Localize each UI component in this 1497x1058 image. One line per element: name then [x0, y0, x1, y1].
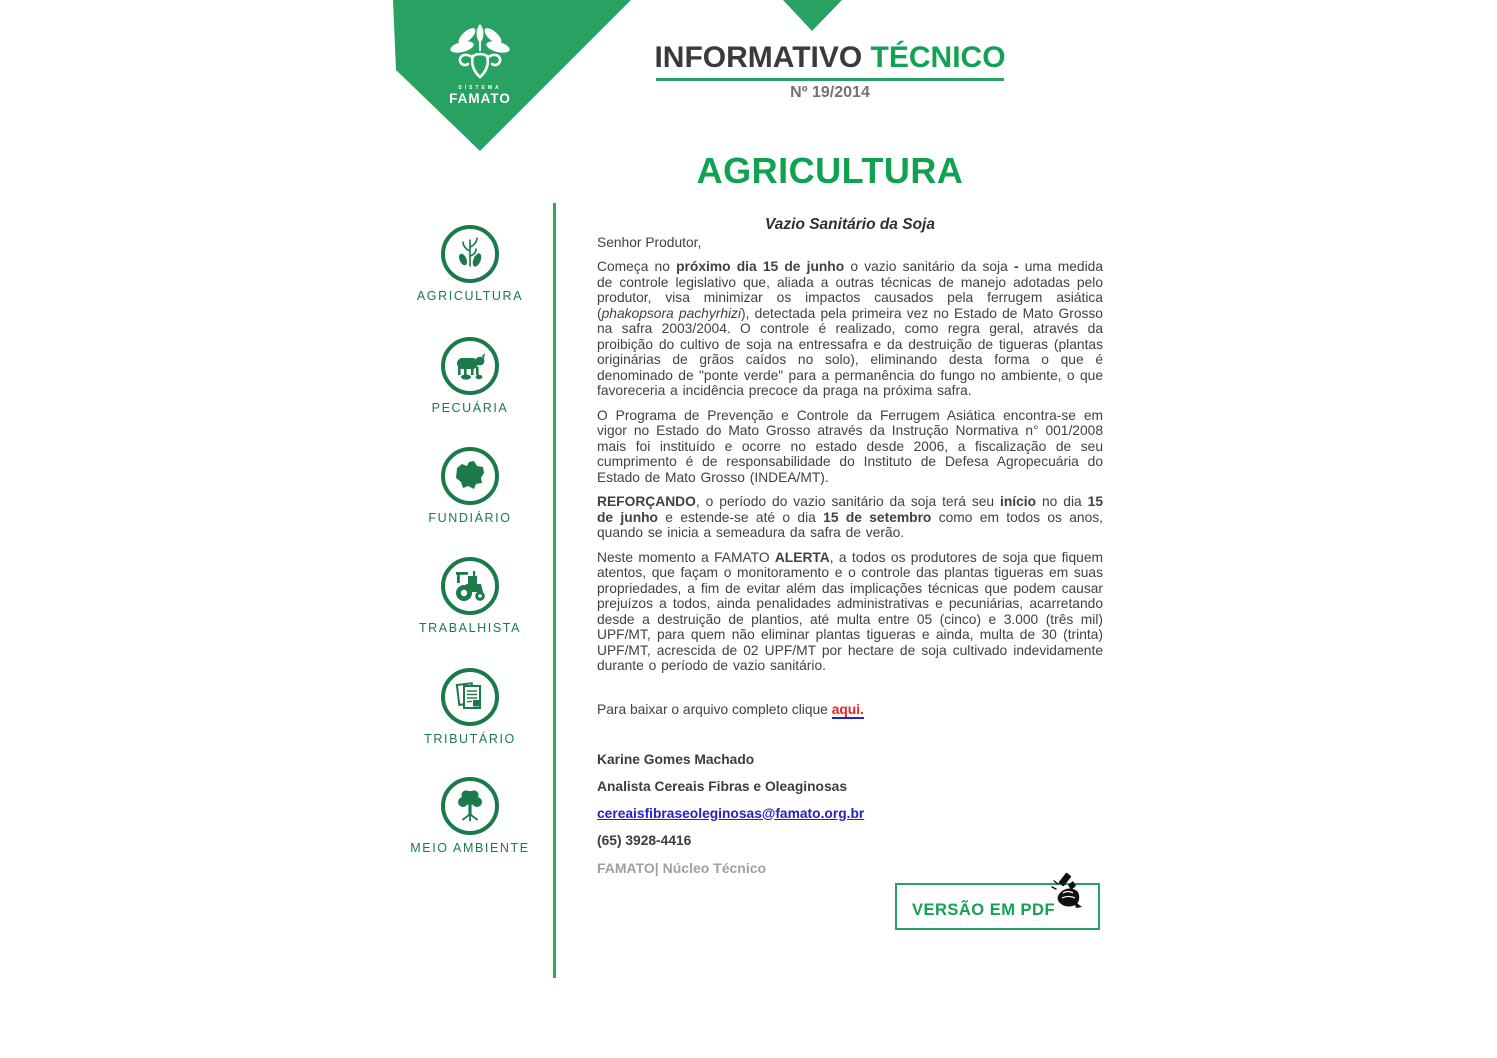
sidebar-label: PECUÁRIA — [431, 401, 509, 415]
writing-hand-icon — [1046, 871, 1090, 915]
paragraph-2: O Programa de Prevenção e Controle da Ferrugem Asiática encontra-se em vigor no Estado do Mato Grosso através da Instrução Normativa n° 001/2008 mais foi instituído e ocorre no estado desde 2006, a fiscalização de seu cumprimento é de responsabilidade do Instituto de Defesa Agropecuária do Estado de Mato Grosso (INDEA/MT). — [597, 407, 1103, 485]
sidebar-item-trabalhista[interactable] — [406, 557, 534, 635]
title-informativo: INFORMATIVO — [654, 41, 863, 74]
header-title-block — [615, 42, 1045, 102]
documents-icon — [441, 668, 499, 726]
sidebar-item-fundiario[interactable] — [406, 447, 534, 525]
title-underline — [656, 78, 1004, 81]
state-map-icon — [441, 447, 499, 505]
signature-email-link[interactable]: cereaisfibraseoleginosas@famato.org.br — [597, 805, 865, 821]
sidebar-item-tributario[interactable] — [406, 668, 534, 746]
article-subtitle: Vazio Sanitário da Soja — [765, 216, 935, 233]
tree-icon — [441, 777, 499, 835]
paragraph-3: REFORÇANDO, o período do vazio sanitário da soja terá seu início no dia 15 de junho e estende-se até o dia 15 de setembro como em todos os anos, quando se inicia a semeadura da safra de verão. — [597, 494, 1103, 540]
paragraph-4: Neste momento a FAMATO ALERTA, a todos os produtores de soja que fiquem atentos, que façam o monitoramento e o controle das plantas tigueras em suas propriedades, a fim de evitar além das implicações técnicas que podem causar prejuízos a todos, ainda penalidades administrativas e pecuniárias, acarretando desde a destruição de plantios, até multa entre 05 (cinco) e 3.000 (três mil) UPF/MT, para quem não eliminar plantas tigueras e ainda, multa de 30 (trinta) UPF/MT, acrescida de 02 UPF/MT por hectare de soja cultivado indevidamente durante o período de vazio sanitário. — [597, 549, 1103, 673]
logo-system-label: SISTEMA — [458, 85, 502, 91]
main-content — [597, 216, 1103, 876]
sidebar-item-agricultura[interactable] — [406, 225, 534, 303]
content-divider-line — [553, 203, 556, 978]
logo-name-label: FAMATO — [449, 91, 511, 106]
sidebar-item-meio-ambiente[interactable] — [406, 777, 534, 855]
issue-number: Nº 19/2014 — [790, 84, 870, 101]
download-prefix: Para baixar o arquivo completo clique — [597, 701, 832, 717]
signature-phone: (65) 3928-4416 — [597, 832, 692, 848]
pdf-button-label: VERSÃO EM PDF — [911, 901, 1056, 919]
sidebar-label: AGRICULTURA — [416, 289, 524, 303]
signature-role: Analista Cereais Fibras e Oleaginosas — [597, 778, 847, 794]
sidebar-label: FUNDIÁRIO — [428, 511, 512, 525]
download-here-link[interactable]: aqui. — [831, 701, 864, 717]
section-title: AGRICULTURA — [696, 150, 964, 191]
famato-bull-plant-icon — [428, 16, 532, 126]
signature-block — [597, 752, 1103, 849]
download-line — [597, 701, 1103, 718]
banner-triangle-shape — [783, 0, 842, 31]
sidebar-item-pecuaria[interactable] — [406, 337, 534, 415]
sidebar-label: TRIBUTÁRIO — [424, 732, 516, 746]
pdf-version-button[interactable] — [895, 883, 1100, 930]
livestock-icon — [441, 337, 499, 395]
tractor-icon — [441, 557, 499, 615]
signature-name: Karine Gomes Machado — [597, 751, 755, 767]
famato-logo — [428, 16, 532, 126]
title-tecnico: TÉCNICO — [870, 41, 1006, 74]
sidebar-label: TRABALHISTA — [418, 621, 522, 635]
page-title — [615, 42, 1045, 74]
crops-icon — [441, 225, 499, 283]
greeting-text: Senhor Produtor, — [597, 235, 702, 250]
sidebar-label: MEIO AMBIENTE — [410, 841, 530, 855]
footer-label: FAMATO| Núcleo Técnico — [597, 859, 767, 876]
paragraph-1: Começa no próximo dia 15 de junho o vazio sanitário da soja - uma medida de controle legislativo que, aliada a outras técnicas de manejo adotadas pelo produtor, visa minimizar os impactos causados pela ferrugem asiática (phakopsora pachyrhizi), detectada pela primeira vez no Estado de Mato Grosso na safra 2003/2004. O controle é realizado, como regra geral, através da proibição do cultivo de soja na entressafra e da destruição de tigueras (plantas originárias de grãos caídos no solo), eliminando desta forma o que é denominado de "ponte verde" para a permanência do fungo no ambiente, o que favoreceria a incidência precoce da praga na próxima safra. — [597, 259, 1104, 398]
